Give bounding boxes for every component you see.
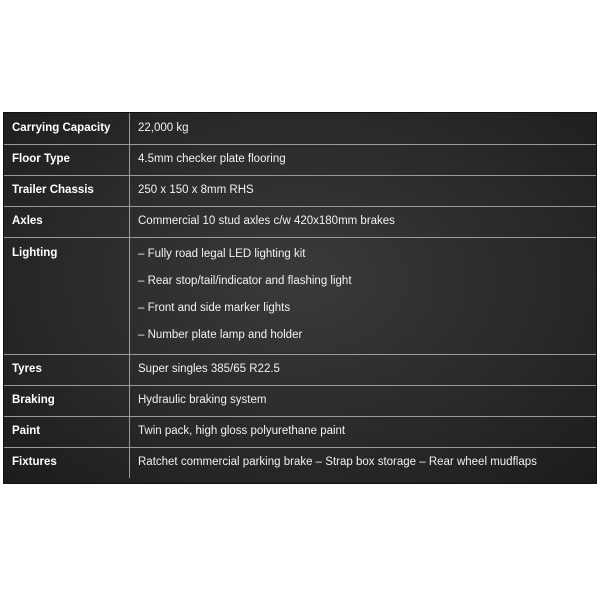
spec-row-trailer-chassis <box>4 175 596 206</box>
spec-label: Braking <box>4 385 130 416</box>
spec-label: Fixtures <box>4 447 130 478</box>
spec-value: Twin pack, high gloss polyurethane paint <box>130 416 597 447</box>
spec-value: Super singles 385/65 R22.5 <box>130 354 597 385</box>
spec-row-floor-type <box>4 144 596 175</box>
spec-row-lighting <box>4 237 596 354</box>
spec-label: Paint <box>4 416 130 447</box>
lighting-item: – Number plate lamp and holder <box>138 328 303 341</box>
spec-row-braking <box>4 385 596 416</box>
lighting-item: – Fully road legal LED lighting kit <box>138 247 306 260</box>
spec-value: Hydraulic braking system <box>130 385 597 416</box>
lighting-item: – Front and side marker lights <box>138 301 291 314</box>
spec-row-axles <box>4 206 596 237</box>
spec-row-tyres <box>4 354 596 385</box>
spec-value: 22,000 kg <box>130 113 597 144</box>
spec-row-paint <box>4 416 596 447</box>
lighting-item: – Rear stop/tail/indicator and flashing light <box>138 274 352 287</box>
spec-row-carrying-capacity <box>4 113 596 144</box>
spec-value: 4.5mm checker plate flooring <box>130 144 597 175</box>
spec-value: Ratchet commercial parking brake – Strap box storage – Rear wheel mudflaps <box>130 447 597 478</box>
spec-label: Floor Type <box>4 144 130 175</box>
spec-value: Commercial 10 stud axles c/w 420x180mm brakes <box>130 206 597 237</box>
spec-label: Lighting <box>4 237 130 354</box>
spec-label: Trailer Chassis <box>4 175 130 206</box>
spec-label: Tyres <box>4 354 130 385</box>
spec-value-list <box>130 237 597 354</box>
specs-panel <box>3 112 597 484</box>
specs-table <box>4 113 596 478</box>
spec-value: 250 x 150 x 8mm RHS <box>130 175 597 206</box>
spec-label: Carrying Capacity <box>4 113 130 144</box>
spec-row-fixtures <box>4 447 596 478</box>
spec-label: Axles <box>4 206 130 237</box>
